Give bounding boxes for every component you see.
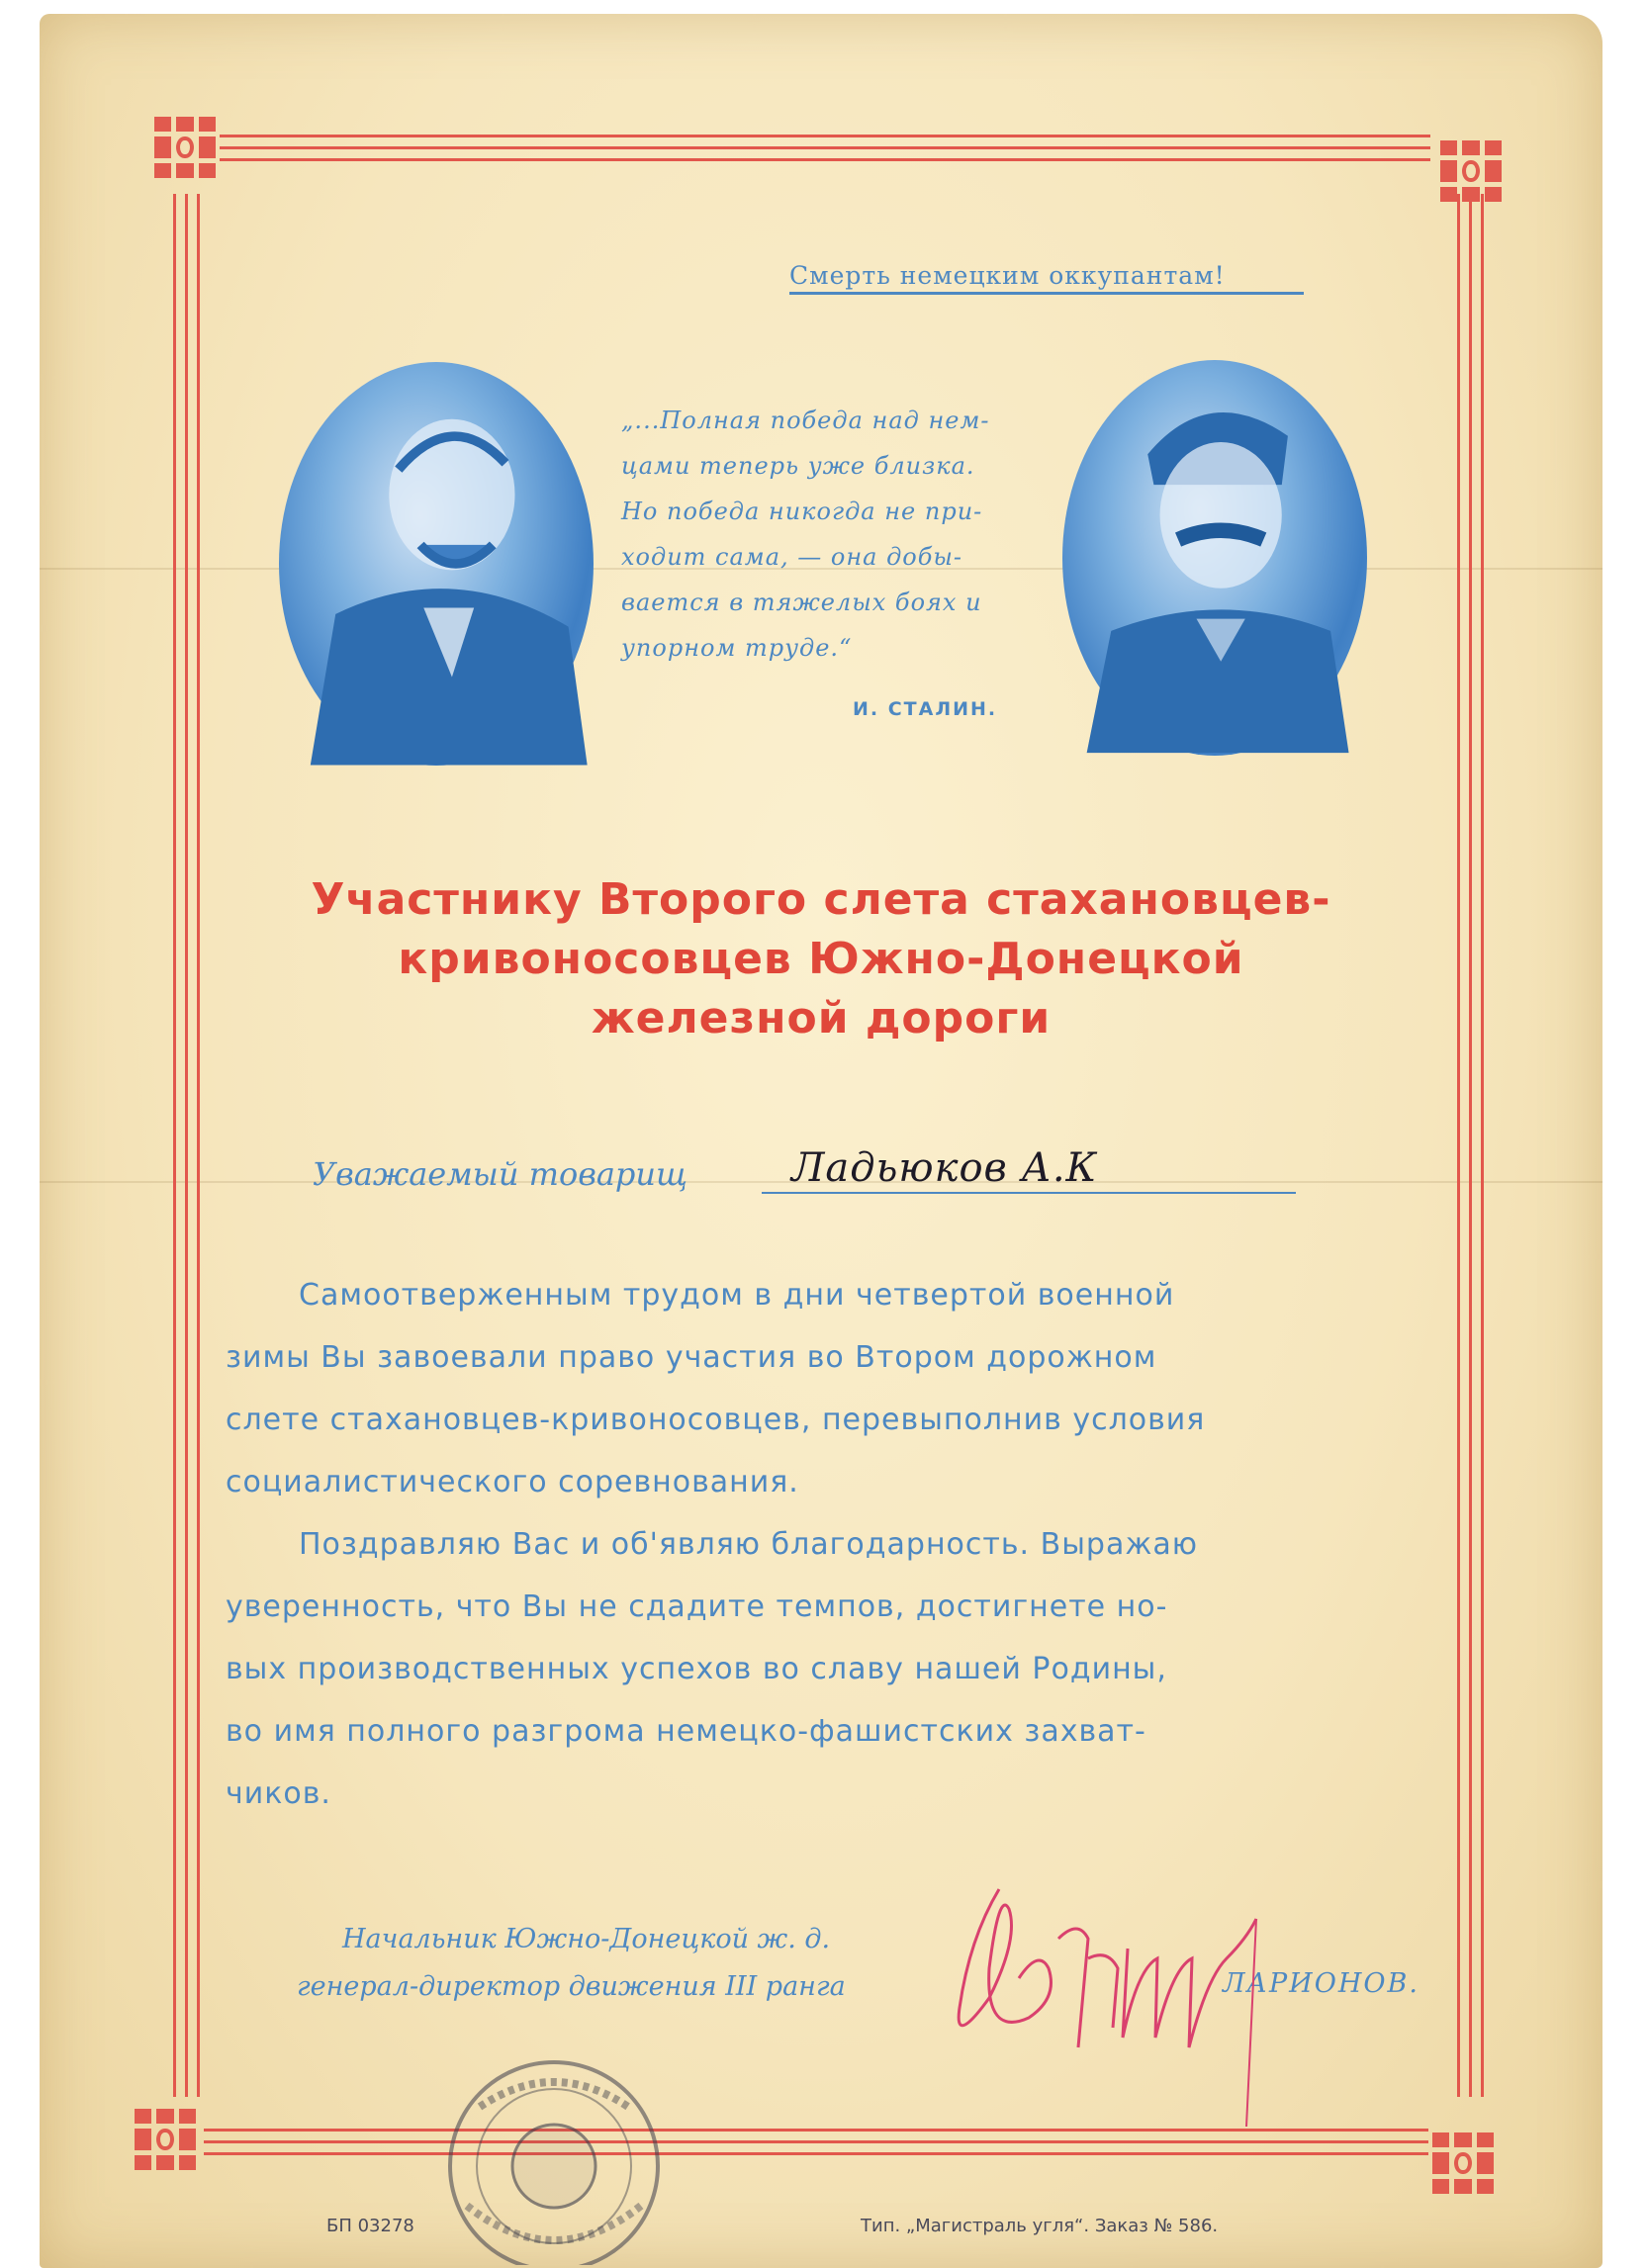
quote-line: „...Полная победа над нем- [621, 407, 990, 434]
body-line: уверенность, что Вы не сдадите темпов, достигнете но- [226, 1589, 1168, 1624]
quote-line: Но победа никогда не при- [621, 498, 983, 525]
frame-line-left [185, 194, 188, 2097]
body-line: зимы Вы завоевали право участия во Втором дорожном [226, 1340, 1157, 1375]
signatory-line: Начальник Южно-Донецкой ж. д. [342, 1924, 831, 1954]
portrait-left [279, 362, 594, 766]
body-paragraph-1 [226, 1264, 1413, 1513]
portrait-left-figure [279, 362, 594, 766]
slogan: Смерть немецким оккупантам! [789, 261, 1304, 295]
body-line: слете стахановцев-кривоносовцев, перевыполнив условия [226, 1403, 1206, 1437]
quote-line: цами теперь уже близка. [621, 452, 975, 480]
frame-line-top [220, 158, 1430, 161]
quote-line: упорном труде.“ [621, 634, 853, 662]
corner-ornament-bottom-right [1432, 2132, 1494, 2194]
quote-line: ходит сама, — она добы- [621, 543, 963, 571]
body-line: вых производственных успехов во славу нашей Родины, [226, 1652, 1167, 1686]
frame-line-top [220, 146, 1430, 149]
quote-author: И. СТАЛИН. [853, 698, 998, 720]
frame-line-left [173, 194, 176, 2097]
corner-ornament-top-left [154, 117, 216, 178]
frame-line-left [197, 194, 200, 2097]
quote [621, 398, 1037, 671]
corner-ornament-top-right [1440, 140, 1502, 202]
portrait-right [1062, 360, 1367, 756]
round-seal-stamp [406, 2018, 722, 2265]
frame-line-right [1481, 194, 1484, 2097]
document-title [178, 870, 1464, 1048]
body-paragraph-2 [226, 1513, 1413, 1825]
body-line: чиков. [226, 1776, 331, 1811]
print-code: БП 03278 [326, 2216, 414, 2236]
signatory-name: ЛАРИОНОВ. [1223, 1968, 1419, 1999]
frame-line-right [1469, 194, 1472, 2097]
body-line: Поздравляю Вас и об'являю благодарность. Выражаю [299, 1527, 1198, 1562]
corner-ornament-bottom-left [135, 2109, 196, 2170]
name-underline [762, 1192, 1296, 1194]
frame-line-right [1457, 194, 1460, 2097]
handwritten-signature [930, 1850, 1306, 2146]
signatory-title [297, 1916, 846, 2011]
title-line: кривоносовцев Южно-Донецкой [398, 934, 1244, 984]
body-line: Самоотверженным трудом в дни четвертой военной [299, 1278, 1175, 1313]
portrait-right-figure [1062, 360, 1367, 756]
title-line: железной дороги [591, 993, 1052, 1043]
quote-line: вается в тяжелых боях и [621, 589, 982, 616]
body-line: социалистического соревнования. [226, 1465, 799, 1499]
signatory-line: генерал-директор движения III ранга [297, 1971, 846, 2002]
frame-line-bottom [204, 2152, 1428, 2155]
frame-line-top [220, 135, 1430, 137]
printer-imprint: Тип. „Магистраль угля“. Заказ № 586. [861, 2216, 1219, 2236]
salutation-label: Уважаемый товарищ [313, 1155, 688, 1193]
recipient-name: Ладьюков А.К [791, 1145, 1098, 1191]
body-line: во имя полного разгрома немецко-фашистских захват- [226, 1714, 1146, 1749]
title-line: Участнику Второго слета стахановцев- [311, 874, 1331, 925]
